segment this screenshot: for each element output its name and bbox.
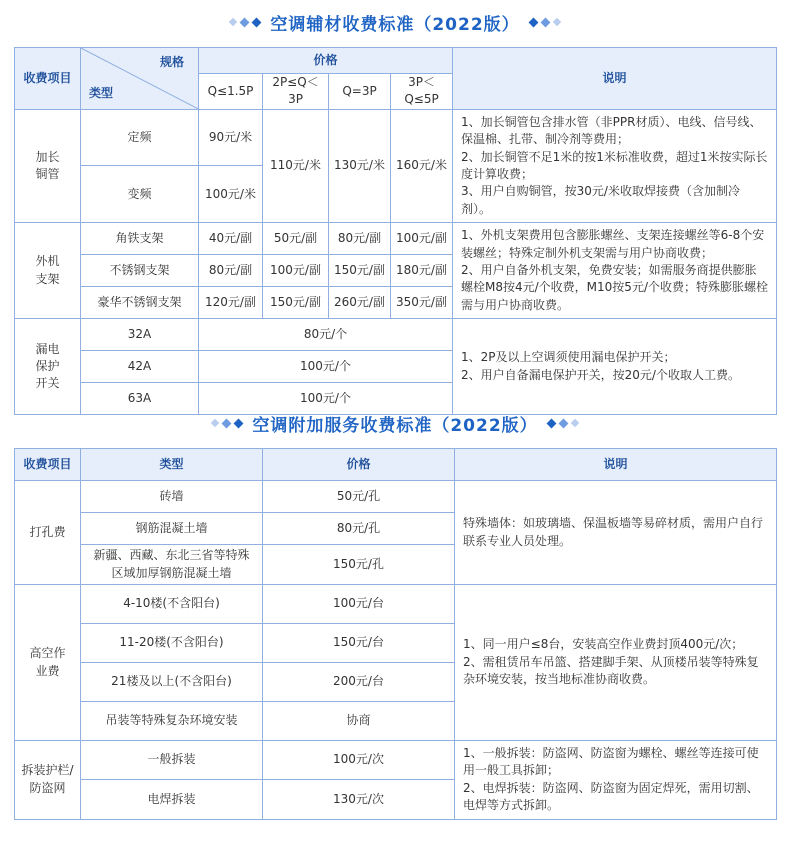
bracket-price: 150元/副 (263, 287, 329, 319)
drill-type: 新疆、西藏、东北三省等特殊区域加厚钢筋混凝土墙 (81, 545, 263, 585)
height-price: 200元/台 (263, 663, 455, 702)
height-type: 吊装等特殊复杂环境安装 (81, 702, 263, 741)
copper-note: 1、加长铜管包含排水管（非PPR材质）、电线、信号线、保温棉、扎带、制冷剂等费用； 2、加长铜管不足1米的按1米标准收费，超过1米按实际长度计算收费； 3、用户自购铜管，按30元/米收取焊接费（含加制冷剂）。 (453, 109, 777, 222)
breaker-note: 1、2P及以上空调须使用漏电保护开关； 2、用户自备漏电保护开关，按20元/个收取人工费。 (453, 319, 777, 415)
height-note: 1、同一用户≤8台，安装高空作业费封顶400元/次； 2、需租赁吊车吊篮、搭建脚手架、从顶楼吊装等特殊复杂环境安装，按当地标准协商收费。 (455, 585, 777, 741)
height-price: 150元/台 (263, 624, 455, 663)
breaker-price: 100元/个 (199, 383, 453, 415)
guard-price: 100元/次 (263, 741, 455, 780)
breaker-type: 42A (81, 351, 199, 383)
header-p1: Q≤1.5P (199, 74, 263, 110)
copper-price: 110元/米 (263, 109, 329, 222)
copper-price: 160元/米 (391, 109, 453, 222)
header-note: 说明 (455, 449, 777, 481)
header-spec: 规格 (159, 55, 184, 69)
header-price: 价格 (199, 48, 453, 74)
header-p3: Q=3P (329, 74, 391, 110)
breaker-price: 80元/个 (199, 319, 453, 351)
height-price: 100元/台 (263, 585, 455, 624)
breaker-label: 漏电保护开关 (15, 319, 81, 415)
bracket-type: 豪华不锈钢支架 (81, 287, 199, 319)
drill-price: 150元/孔 (263, 545, 455, 585)
header-p4: 3P＜Q≤5P (391, 74, 453, 110)
bracket-price: 80元/副 (329, 223, 391, 255)
header-p2: 2P≤Q＜3P (263, 74, 329, 110)
bracket-type: 不锈钢支架 (81, 255, 199, 287)
bracket-price: 80元/副 (199, 255, 263, 287)
height-type: 21楼及以上(不含阳台) (81, 663, 263, 702)
header-type: 类型 (89, 86, 114, 101)
drill-note: 特殊墙体：如玻璃墙、保温板墙等易碎材质，需用户自行联系专业人员处理。 (455, 481, 777, 585)
decor-diamonds-left (230, 19, 260, 26)
copper-price: 130元/米 (329, 109, 391, 222)
breaker-type: 63A (81, 383, 199, 415)
copper-price: 90元/米 (199, 109, 263, 166)
header-price: 价格 (263, 449, 455, 481)
copper-type: 定频 (81, 109, 199, 166)
copper-type: 变频 (81, 166, 199, 223)
guard-label: 拆装护栏/防盗网 (15, 741, 81, 820)
drill-price: 50元/孔 (263, 481, 455, 513)
bracket-price: 50元/副 (263, 223, 329, 255)
header-type: 类型 (81, 449, 263, 481)
drill-type: 砖墙 (81, 481, 263, 513)
bracket-price: 100元/副 (391, 223, 453, 255)
decor-diamonds-right (530, 19, 560, 26)
section2-title: 空调附加服务收费标准（2022版） (252, 415, 538, 436)
bracket-price: 350元/副 (391, 287, 453, 319)
section2-header (0, 403, 790, 443)
decor-diamonds-right (548, 420, 578, 427)
drill-type: 钢筋混凝土墙 (81, 513, 263, 545)
section1-header (0, 2, 790, 42)
decor-diamonds-left (212, 420, 242, 427)
drill-price: 80元/孔 (263, 513, 455, 545)
service-fee-table (14, 448, 777, 820)
section1-title: 空调辅材收费标准（2022版） (270, 14, 520, 35)
height-type: 4-10楼(不含阳台) (81, 585, 263, 624)
bracket-price: 150元/副 (329, 255, 391, 287)
breaker-type: 32A (81, 319, 199, 351)
bracket-label: 外机支架 (15, 223, 81, 319)
bracket-note: 1、外机支架费用包含膨胀螺丝、支架连接螺丝等6-8个安装螺丝；特殊定制外机支架需与用户协商收费； 2、用户自备外机支架，免费安装；如需服务商提供膨胀螺栓M8按4元/个收费，M10按5元/个收费；特殊膨胀螺栓需与用户协商收费。 (453, 223, 777, 319)
height-price: 协商 (263, 702, 455, 741)
bracket-price: 120元/副 (199, 287, 263, 319)
height-label: 高空作业费 (15, 585, 81, 741)
bracket-price: 180元/副 (391, 255, 453, 287)
copper-label: 加长铜管 (15, 109, 81, 222)
header-note: 说明 (453, 48, 777, 110)
guard-price: 130元/次 (263, 780, 455, 819)
bracket-price: 100元/副 (263, 255, 329, 287)
header-item: 收费项目 (15, 449, 81, 481)
drill-label: 打孔费 (15, 481, 81, 585)
header-spec-type (81, 48, 199, 110)
copper-price: 100元/米 (199, 166, 263, 223)
breaker-price: 100元/个 (199, 351, 453, 383)
header-item: 收费项目 (15, 48, 81, 110)
guard-note: 1、一般拆装：防盗网、防盗窗为螺栓、螺丝等连接可使用一般工具拆卸； 2、电焊拆装：防盗网、防盗窗为固定焊死，需用切割、电焊等方式拆卸。 (455, 741, 777, 820)
height-type: 11-20楼(不含阳台) (81, 624, 263, 663)
bracket-price: 260元/副 (329, 287, 391, 319)
bracket-type: 角铁支架 (81, 223, 199, 255)
materials-fee-table (14, 47, 777, 415)
guard-type: 一般拆装 (81, 741, 263, 780)
guard-type: 电焊拆装 (81, 780, 263, 819)
bracket-price: 40元/副 (199, 223, 263, 255)
